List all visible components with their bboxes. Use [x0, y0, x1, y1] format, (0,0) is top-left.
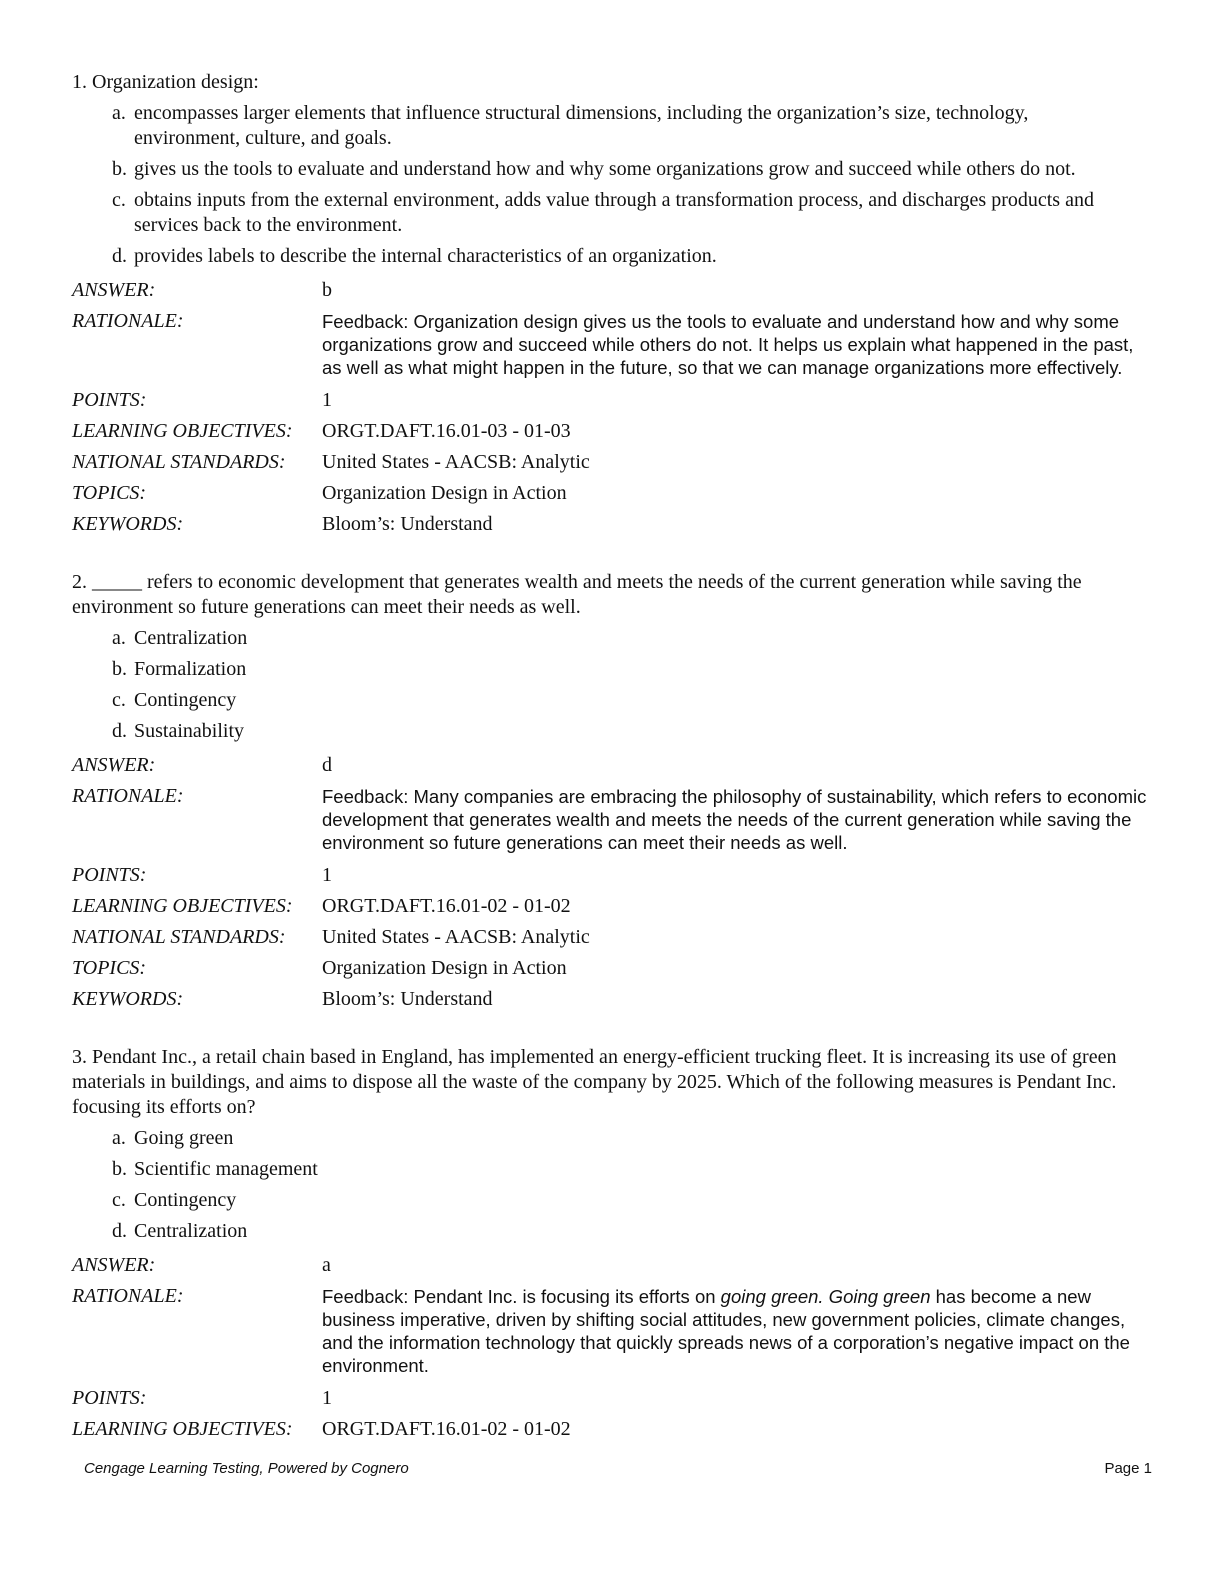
answer-value: d	[322, 754, 332, 776]
option-text: provides labels to describe the internal characteristics of an organization.	[134, 245, 717, 267]
option-c	[72, 1188, 1152, 1213]
points-label: POINTS:	[72, 389, 147, 411]
option-text: obtains inputs from the external environment, adds value through a transformation process, and discharges products and services back to the environment.	[134, 189, 1094, 236]
option-letter: d.	[112, 1220, 127, 1242]
national-standards-label: NATIONAL STANDARDS:	[72, 926, 286, 948]
option-a	[72, 1126, 1152, 1151]
rationale-part: Feedback: Pendant Inc. is focusing its efforts on	[322, 1286, 721, 1307]
rationale-text: Feedback: Organization design gives us the tools to evaluate and understand how and why some organizations grow and succeed while others do not. It helps us explain what happened in the past, as well as what might happen in the future, so that we can manage organizations more effectively.	[322, 311, 1134, 378]
points-value: 1	[322, 864, 332, 886]
option-text: Contingency	[134, 689, 237, 711]
answer-label: ANSWER:	[72, 279, 156, 301]
rationale-label: RATIONALE:	[72, 1285, 184, 1307]
rationale-text	[322, 1281, 1152, 1383]
option-letter: b.	[112, 658, 127, 680]
option-b	[72, 657, 1152, 682]
question-metadata	[72, 275, 1152, 540]
option-letter: d.	[112, 720, 127, 742]
option-a	[72, 626, 1152, 651]
learning-objectives-label: LEARNING OBJECTIVES:	[72, 1418, 293, 1440]
national-standards-value: United States - AACSB: Analytic	[322, 451, 590, 473]
option-d	[72, 1219, 1152, 1244]
answer-options	[72, 101, 1152, 269]
topics-value: Organization Design in Action	[322, 957, 567, 979]
topics-value: Organization Design in Action	[322, 482, 567, 504]
option-text: Scientific management	[134, 1158, 318, 1180]
option-c	[72, 188, 1152, 238]
answer-options	[72, 1126, 1152, 1244]
points-value: 1	[322, 389, 332, 411]
rationale-label: RATIONALE:	[72, 310, 184, 332]
option-a	[72, 101, 1152, 151]
option-text: Formalization	[134, 658, 247, 680]
option-letter: a.	[112, 1127, 126, 1149]
page-number: Page 1	[1104, 1460, 1152, 1477]
option-letter: a.	[112, 102, 126, 124]
keywords-value: Bloom’s: Understand	[322, 988, 493, 1010]
option-text: encompasses larger elements that influence structural dimensions, including the organization’s size, technology, environment, culture, and goals.	[134, 102, 1029, 149]
national-standards-label: NATIONAL STANDARDS:	[72, 451, 286, 473]
question-1	[72, 70, 1152, 540]
answer-label: ANSWER:	[72, 754, 156, 776]
option-b	[72, 157, 1152, 182]
question-stem: 3. Pendant Inc., a retail chain based in England, has implemented an energy-efficient trucking fleet. It is increasing its use of green materials in buildings, and aims to dispose all the waste of the company by 2025. Which of the following measures is Pendant Inc. focusing its efforts on?	[72, 1046, 1117, 1118]
answer-options	[72, 626, 1152, 744]
spacer	[72, 1015, 1152, 1045]
learning-objectives-value: ORGT.DAFT.16.01-03 - 01-03	[322, 420, 571, 442]
points-label: POINTS:	[72, 1387, 147, 1409]
option-text: Sustainability	[134, 720, 244, 742]
option-letter: b.	[112, 158, 127, 180]
question-3	[72, 1045, 1152, 1445]
question-metadata	[72, 750, 1152, 1015]
points-value: 1	[322, 1387, 332, 1409]
keywords-value: Bloom’s: Understand	[322, 513, 493, 535]
option-text: Contingency	[134, 1189, 237, 1211]
national-standards-value: United States - AACSB: Analytic	[322, 926, 590, 948]
rationale-text: Feedback: Many companies are embracing the philosophy of sustainability, which refers to economic development that generates wealth and meets the needs of the current generation while saving the environment so future generations can meet their needs as well.	[322, 786, 1147, 853]
option-letter: d.	[112, 245, 127, 267]
answer-value: b	[322, 279, 332, 301]
question-stem: 1. Organization design:	[72, 71, 259, 93]
option-letter: b.	[112, 1158, 127, 1180]
option-letter: c.	[112, 689, 126, 711]
option-text: Centralization	[134, 1220, 248, 1242]
option-letter: a.	[112, 627, 126, 649]
rationale-label: RATIONALE:	[72, 785, 184, 807]
question-metadata	[72, 1250, 1152, 1445]
spacer	[72, 540, 1152, 570]
learning-objectives-label: LEARNING OBJECTIVES:	[72, 420, 293, 442]
option-text: Centralization	[134, 627, 248, 649]
option-d	[72, 719, 1152, 744]
keywords-label: KEYWORDS:	[72, 513, 184, 535]
topics-label: TOPICS:	[72, 482, 147, 504]
option-c	[72, 688, 1152, 713]
test-bank-page	[72, 70, 1152, 1445]
option-letter: c.	[112, 1189, 126, 1211]
answer-label: ANSWER:	[72, 1254, 156, 1276]
rationale-emphasis: going green. Going green	[720, 1286, 931, 1307]
option-text: gives us the tools to evaluate and understand how and why some organizations grow and succeed while others do not.	[134, 158, 1076, 180]
topics-label: TOPICS:	[72, 957, 147, 979]
question-2	[72, 570, 1152, 1015]
answer-value: a	[322, 1254, 331, 1276]
keywords-label: KEYWORDS:	[72, 988, 184, 1010]
rationale-part: has become a new business imperative, driven by shifting social attitudes, new government policies, climate changes, and the information technology that quickly spreads news of a corporation’s negative impact on the environment.	[322, 1286, 1130, 1376]
learning-objectives-label: LEARNING OBJECTIVES:	[72, 895, 293, 917]
learning-objectives-value: ORGT.DAFT.16.01-02 - 01-02	[322, 1418, 571, 1440]
learning-objectives-value: ORGT.DAFT.16.01-02 - 01-02	[322, 895, 571, 917]
option-text: Going green	[134, 1127, 234, 1149]
option-b	[72, 1157, 1152, 1182]
question-stem: 2. _____ refers to economic development that generates wealth and meets the needs of the current generation while saving the environment so future generations can meet their needs as well.	[72, 571, 1082, 618]
option-d	[72, 244, 1152, 269]
points-label: POINTS:	[72, 864, 147, 886]
option-letter: c.	[112, 189, 126, 211]
footer-credit: Cengage Learning Testing, Powered by Cognero	[84, 1460, 409, 1477]
